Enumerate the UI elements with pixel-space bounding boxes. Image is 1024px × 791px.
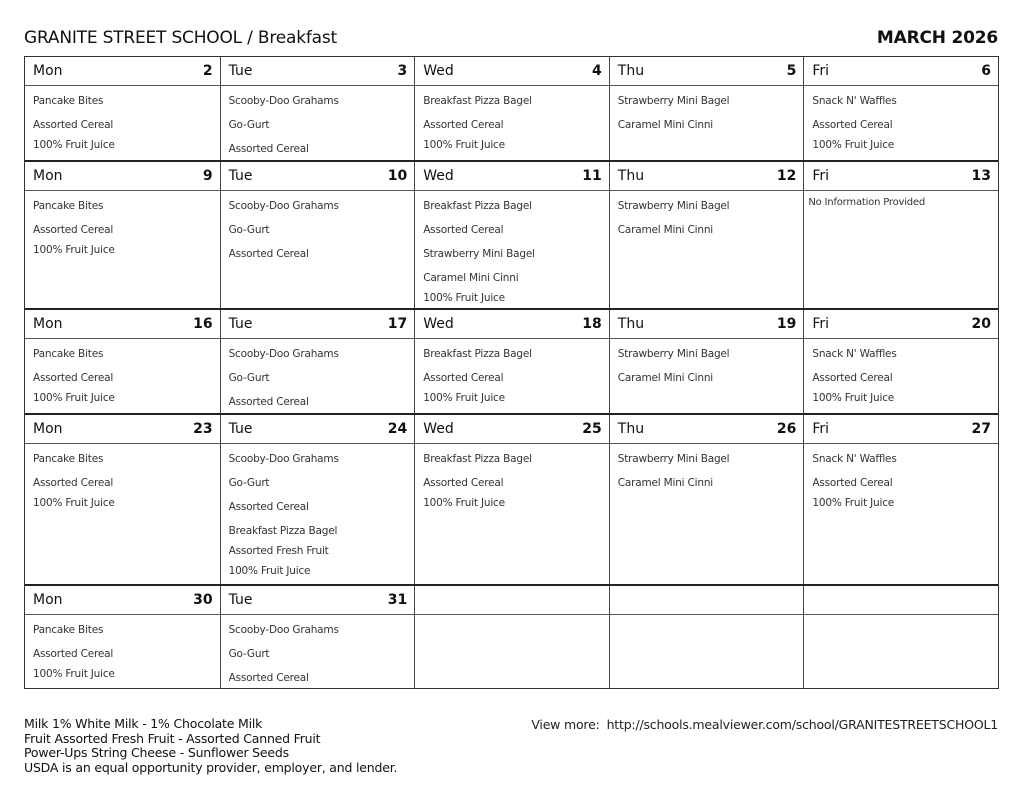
menu-item: Snack N' Waffles bbox=[812, 453, 897, 465]
day-header bbox=[221, 415, 415, 444]
day-number: 19 bbox=[776, 316, 797, 332]
menu-item: Assorted Cereal bbox=[423, 372, 504, 384]
day-menu bbox=[415, 191, 609, 308]
day-menu bbox=[415, 339, 609, 413]
menu-item: 100% Fruit Juice bbox=[33, 668, 115, 680]
menu-item: Go-Gurt bbox=[228, 477, 270, 489]
day-name: Mon bbox=[33, 63, 63, 79]
day-number: 13 bbox=[971, 168, 991, 184]
day-menu bbox=[221, 86, 415, 160]
day-name: Tue bbox=[228, 168, 253, 184]
day-cell bbox=[25, 415, 220, 584]
day-cell bbox=[414, 310, 609, 413]
day-number: 16 bbox=[193, 316, 213, 332]
menu-item: Assorted Cereal bbox=[812, 372, 893, 384]
day-menu bbox=[25, 615, 220, 688]
day-header bbox=[415, 162, 609, 191]
day-cell bbox=[414, 162, 609, 308]
menu-item: Scooby-Doo Grahams bbox=[228, 453, 339, 465]
page-title: GRANITE STREET SCHOOL / Breakfast bbox=[24, 28, 337, 48]
menu-item: Snack N' Waffles bbox=[812, 348, 897, 360]
day-cell bbox=[414, 57, 609, 160]
day-cell bbox=[609, 586, 804, 688]
menu-item: Snack N' Waffles bbox=[812, 95, 897, 107]
menu-item: 100% Fruit Juice bbox=[33, 497, 115, 509]
day-menu bbox=[415, 86, 609, 160]
menu-item: Scooby-Doo Grahams bbox=[228, 95, 339, 107]
menu-item: Go-Gurt bbox=[228, 372, 270, 384]
day-name: Tue bbox=[228, 421, 253, 437]
day-header bbox=[25, 57, 220, 86]
day-number: 5 bbox=[786, 63, 797, 79]
menu-item: Assorted Cereal bbox=[812, 119, 893, 131]
day-name: Thu bbox=[617, 421, 645, 437]
menu-calendar bbox=[24, 56, 999, 689]
menu-item: 100% Fruit Juice bbox=[812, 392, 895, 404]
day-menu bbox=[415, 444, 609, 584]
day-header bbox=[221, 310, 415, 339]
month-label: MARCH 2026 bbox=[876, 28, 998, 48]
week-row bbox=[25, 308, 998, 413]
day-number: 12 bbox=[776, 168, 797, 184]
menu-item: Strawberry Mini Bagel bbox=[617, 453, 730, 465]
day-header bbox=[610, 586, 804, 615]
view-more bbox=[531, 717, 998, 732]
day-number: 3 bbox=[397, 63, 408, 79]
day-header bbox=[25, 415, 220, 444]
day-header bbox=[415, 57, 609, 86]
day-header bbox=[610, 415, 804, 444]
menu-item: Assorted Cereal bbox=[423, 224, 504, 236]
day-number: 24 bbox=[387, 421, 408, 437]
day-cell bbox=[803, 586, 998, 688]
day-header bbox=[804, 586, 998, 615]
view-more-link[interactable]: http://schools.mealviewer.com/school/GRANITESTREETSCHOOL1 bbox=[606, 717, 998, 732]
day-cell bbox=[609, 415, 804, 584]
day-cell bbox=[25, 162, 220, 308]
day-name: Mon bbox=[33, 592, 63, 608]
menu-item: Caramel Mini Cinni bbox=[617, 372, 714, 384]
day-header bbox=[221, 57, 415, 86]
day-cell bbox=[220, 586, 415, 688]
day-number: 6 bbox=[981, 63, 991, 79]
day-menu bbox=[610, 339, 804, 413]
day-menu bbox=[221, 615, 415, 688]
menu-item: Caramel Mini Cinni bbox=[617, 119, 714, 131]
day-name: Thu bbox=[617, 168, 645, 184]
menu-item: Pancake Bites bbox=[33, 200, 104, 212]
day-name: Fri bbox=[812, 316, 830, 332]
day-menu bbox=[221, 339, 415, 413]
menu-item: 100% Fruit Juice bbox=[33, 392, 115, 404]
day-menu bbox=[25, 339, 220, 413]
day-number: 30 bbox=[193, 592, 213, 608]
day-name: Mon bbox=[33, 168, 63, 184]
day-number: 18 bbox=[582, 316, 602, 332]
day-header bbox=[25, 586, 220, 615]
day-number: 23 bbox=[193, 421, 213, 437]
day-cell bbox=[25, 310, 220, 413]
menu-item: 100% Fruit Juice bbox=[423, 139, 505, 151]
day-menu bbox=[804, 86, 998, 160]
menu-item: Pancake Bites bbox=[33, 624, 104, 636]
menu-item: Assorted Cereal bbox=[423, 119, 504, 131]
day-menu bbox=[610, 191, 804, 308]
day-name: Wed bbox=[423, 168, 454, 184]
day-name: Tue bbox=[228, 316, 253, 332]
menu-item: Breakfast Pizza Bagel bbox=[423, 348, 532, 360]
day-menu bbox=[221, 191, 415, 308]
menu-item: Pancake Bites bbox=[33, 453, 104, 465]
week-row bbox=[25, 57, 998, 160]
day-number: 27 bbox=[971, 421, 991, 437]
menu-item: Breakfast Pizza Bagel bbox=[423, 453, 532, 465]
day-menu bbox=[804, 191, 998, 308]
menu-item: 100% Fruit Juice bbox=[33, 139, 115, 151]
menu-item: Caramel Mini Cinni bbox=[423, 272, 519, 284]
menu-item: Assorted Cereal bbox=[33, 648, 114, 660]
menu-item: 100% Fruit Juice bbox=[812, 497, 895, 509]
day-cell bbox=[220, 310, 415, 413]
day-header bbox=[804, 415, 998, 444]
day-menu bbox=[804, 339, 998, 413]
day-cell bbox=[25, 57, 220, 160]
menu-item: 100% Fruit Juice bbox=[423, 392, 505, 404]
menu-item: 100% Fruit Juice bbox=[423, 292, 505, 304]
footer-line-fruit: Fruit Assorted Fresh Fruit - Assorted Canned Fruit bbox=[24, 730, 321, 746]
day-number: 20 bbox=[971, 316, 991, 332]
menu-item: Assorted Cereal bbox=[33, 477, 114, 489]
menu-item: Go-Gurt bbox=[228, 119, 270, 131]
menu-item: Scooby-Doo Grahams bbox=[228, 348, 339, 360]
day-header bbox=[221, 586, 415, 615]
day-header bbox=[610, 310, 804, 339]
day-menu bbox=[415, 615, 609, 688]
day-name: Mon bbox=[33, 421, 63, 437]
day-menu bbox=[221, 444, 415, 584]
day-header bbox=[221, 162, 415, 191]
day-cell bbox=[609, 162, 804, 308]
menu-item: Assorted Cereal bbox=[228, 248, 309, 260]
day-menu bbox=[25, 444, 220, 584]
day-header bbox=[415, 310, 609, 339]
menu-item: 100% Fruit Juice bbox=[33, 244, 115, 256]
day-name: Tue bbox=[228, 63, 253, 79]
menu-item: Scooby-Doo Grahams bbox=[228, 200, 339, 212]
day-name: Mon bbox=[33, 316, 63, 332]
menu-item: Strawberry Mini Bagel bbox=[617, 348, 730, 360]
day-cell bbox=[803, 415, 998, 584]
menu-item: Assorted Cereal bbox=[33, 224, 114, 236]
day-number: 31 bbox=[387, 592, 408, 608]
day-menu bbox=[610, 615, 804, 688]
day-cell bbox=[220, 57, 415, 160]
day-number: 2 bbox=[202, 63, 213, 79]
menu-item: Strawberry Mini Bagel bbox=[423, 248, 535, 260]
week-row bbox=[25, 413, 998, 584]
day-header bbox=[25, 310, 220, 339]
menu-item: 100% Fruit Juice bbox=[812, 139, 895, 151]
menu-item: Caramel Mini Cinni bbox=[617, 224, 714, 236]
day-name: Wed bbox=[423, 63, 454, 79]
day-header bbox=[610, 162, 804, 191]
menu-item: Scooby-Doo Grahams bbox=[228, 624, 339, 636]
view-more-label: View more: bbox=[531, 717, 600, 732]
menu-item: Assorted Cereal bbox=[228, 501, 309, 513]
menu-item: Go-Gurt bbox=[228, 648, 270, 660]
day-cell bbox=[609, 57, 804, 160]
no-info-note: No Information Provided bbox=[808, 197, 926, 208]
day-name: Wed bbox=[423, 421, 454, 437]
menu-item: Pancake Bites bbox=[33, 348, 104, 360]
menu-item: Caramel Mini Cinni bbox=[617, 477, 714, 489]
menu-item: Strawberry Mini Bagel bbox=[617, 95, 730, 107]
menu-item: Breakfast Pizza Bagel bbox=[423, 95, 532, 107]
day-number: 10 bbox=[387, 168, 408, 184]
day-header bbox=[610, 57, 804, 86]
menu-item: Strawberry Mini Bagel bbox=[617, 200, 730, 212]
menu-item: Breakfast Pizza Bagel bbox=[423, 200, 532, 212]
day-header bbox=[804, 310, 998, 339]
day-menu bbox=[610, 86, 804, 160]
menu-item: Assorted Cereal bbox=[228, 143, 309, 155]
day-number: 26 bbox=[776, 421, 797, 437]
day-header bbox=[415, 415, 609, 444]
day-cell bbox=[220, 415, 415, 584]
day-cell bbox=[25, 586, 220, 688]
day-number: 4 bbox=[592, 63, 602, 79]
day-name: Fri bbox=[812, 63, 830, 79]
day-cell bbox=[803, 310, 998, 413]
footer-line-powerups: Power-Ups String Cheese - Sunflower Seeds bbox=[24, 745, 289, 760]
menu-item: 100% Fruit Juice bbox=[228, 565, 311, 577]
day-cell bbox=[220, 162, 415, 308]
day-name: Thu bbox=[617, 316, 645, 332]
day-menu bbox=[25, 191, 220, 308]
day-number: 9 bbox=[202, 168, 213, 184]
day-name: Fri bbox=[812, 168, 830, 184]
day-menu bbox=[25, 86, 220, 160]
day-menu bbox=[804, 444, 998, 584]
footer-line-usda: USDA is an equal opportunity provider, employer, and lender. bbox=[24, 759, 398, 775]
week-row bbox=[25, 160, 998, 308]
day-name: Thu bbox=[617, 63, 645, 79]
day-cell bbox=[609, 310, 804, 413]
day-header bbox=[804, 162, 998, 191]
footer-line-milk: Milk 1% White Milk - 1% Chocolate Milk bbox=[24, 716, 263, 731]
day-cell bbox=[803, 162, 998, 308]
footer-notes bbox=[24, 717, 397, 775]
day-name: Fri bbox=[812, 421, 830, 437]
menu-item: Assorted Fresh Fruit bbox=[228, 545, 329, 557]
day-menu bbox=[610, 444, 804, 584]
menu-item: 100% Fruit Juice bbox=[423, 497, 505, 509]
day-header bbox=[415, 586, 609, 615]
week-row bbox=[25, 584, 998, 688]
menu-item: Assorted Cereal bbox=[228, 396, 309, 408]
day-name: Tue bbox=[228, 592, 253, 608]
day-number: 17 bbox=[387, 316, 408, 332]
day-name: Wed bbox=[423, 316, 454, 332]
day-cell bbox=[414, 415, 609, 584]
menu-item: Pancake Bites bbox=[33, 95, 104, 107]
menu-item: Assorted Cereal bbox=[812, 477, 893, 489]
menu-item: Assorted Cereal bbox=[33, 372, 114, 384]
menu-item: Breakfast Pizza Bagel bbox=[228, 525, 338, 537]
day-cell bbox=[803, 57, 998, 160]
day-header bbox=[804, 57, 998, 86]
menu-item: Go-Gurt bbox=[228, 224, 270, 236]
day-number: 25 bbox=[582, 421, 602, 437]
menu-item: Assorted Cereal bbox=[228, 672, 309, 684]
menu-item: Assorted Cereal bbox=[33, 119, 114, 131]
day-header bbox=[25, 162, 220, 191]
menu-item: Assorted Cereal bbox=[423, 477, 504, 489]
day-number: 11 bbox=[582, 168, 602, 184]
day-cell bbox=[414, 586, 609, 688]
day-menu bbox=[804, 615, 998, 688]
